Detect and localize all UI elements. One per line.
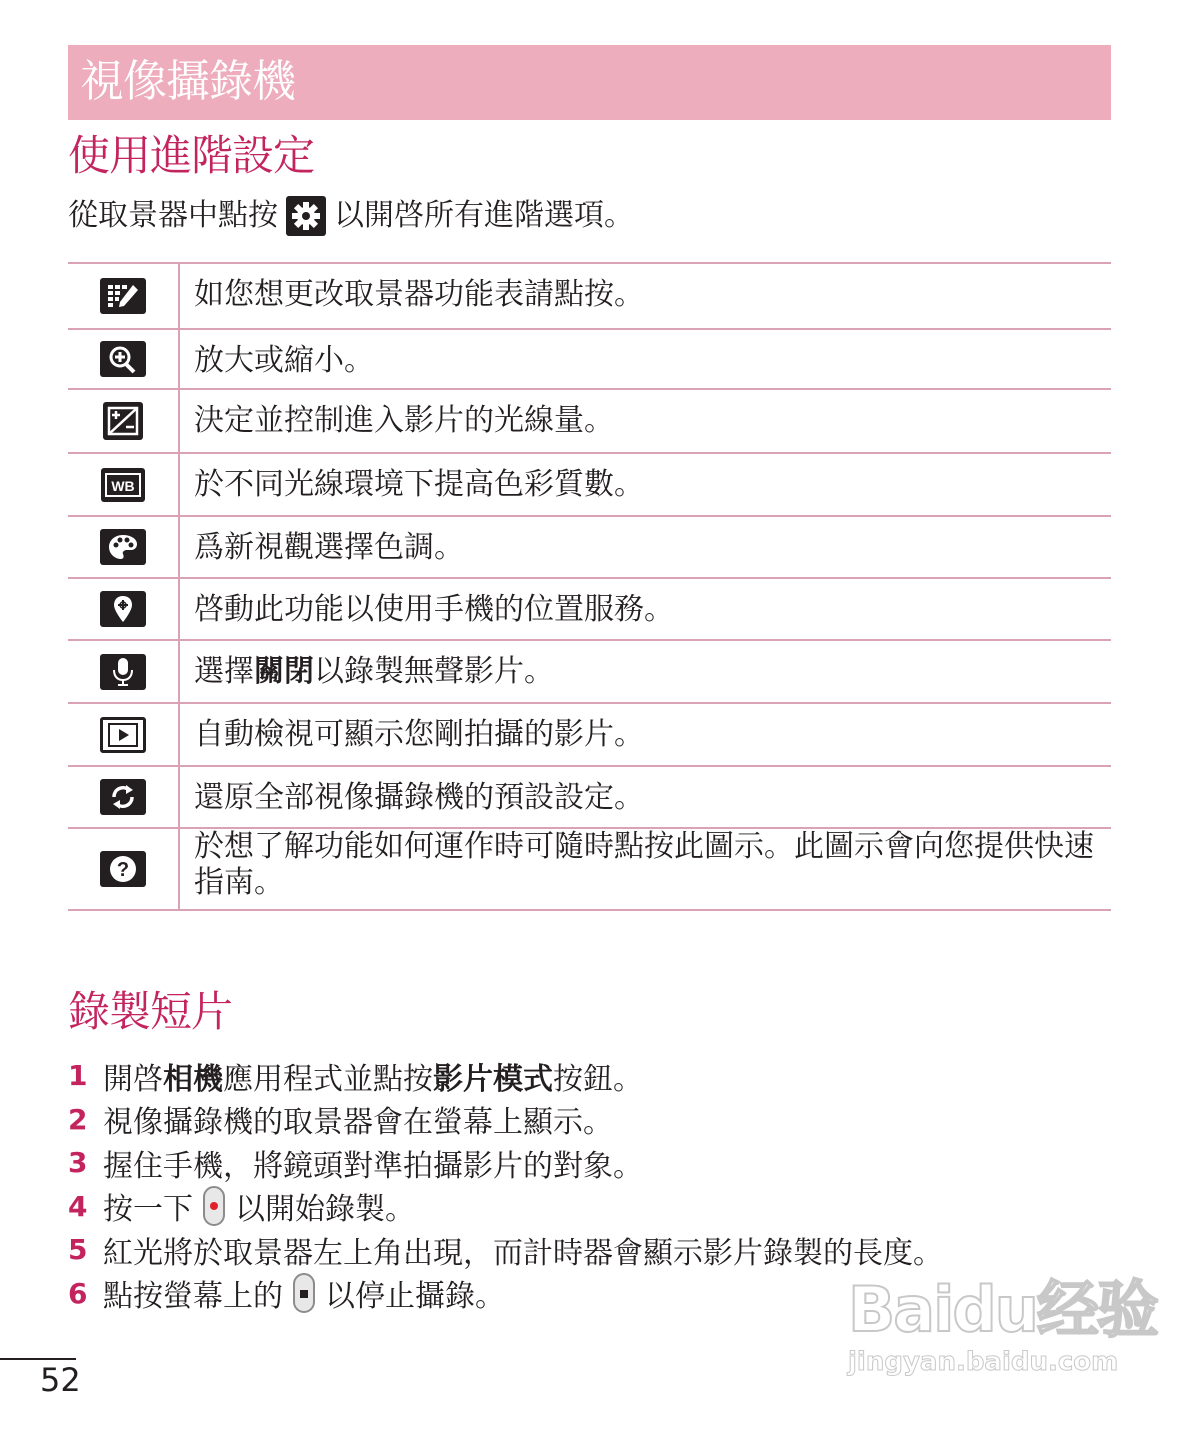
help-icon [100,851,146,887]
settings-row [68,388,1111,452]
gear-icon [286,196,326,236]
settings-icon-cell [68,390,180,452]
reset-icon [100,779,146,815]
settings-icon-cell [68,579,180,639]
section-title-advanced-settings: 使用進階設定 [68,131,315,180]
settings-text: 於不同光線環境下提高色彩質數。 [194,467,644,502]
step-text: 以停止攝錄。 [325,1279,505,1315]
svg-text:?: ? [116,859,130,881]
auto-review-icon [100,717,146,753]
zoom-icon [100,341,146,377]
intro-text-before: 從取景器中點按 [68,198,278,233]
settings-icon-cell [68,330,180,388]
step-text: 開啓 [103,1061,163,1097]
settings-table [68,262,1111,911]
step-text: 應用程式並點按 [223,1061,433,1097]
step-number: 3 [68,1146,88,1180]
baidu-watermark [830,1245,1157,1395]
svg-text:WB: WB [111,477,135,494]
chapter-banner [68,45,1111,120]
settings-text: 於想了解功能如何運作時可隨時點按此圖示。此圖示會向您提供快速指南。 [194,829,1094,900]
step-number: 2 [68,1102,88,1136]
step-text: 以開始錄製。 [235,1192,415,1228]
settings-icon-cell [68,829,180,909]
step-item [68,1054,1128,1098]
settings-text: 還原全部視像攝錄機的預設設定。 [194,780,644,815]
white-balance-icon [101,468,145,502]
color-effect-icon [100,529,146,565]
step-text: 視像攝錄機的取景器會在螢幕上顯示。 [103,1105,613,1141]
step-number: 4 [68,1189,88,1223]
watermark-brand: Baidu经验 [848,1273,1157,1346]
step-bold-camera: 相機 [163,1061,223,1097]
step-item [68,1141,1128,1185]
settings-text: 爲新視觀選擇色調。 [194,530,464,565]
stop-button-icon [293,1273,315,1313]
settings-icon-cell [68,641,180,702]
settings-icon-cell [68,517,180,577]
step-item [68,1185,1128,1229]
record-button-icon [203,1186,225,1226]
step-number: 5 [68,1233,88,1267]
settings-icon-cell [68,454,180,515]
settings-row [68,577,1111,639]
exposure-icon [103,402,143,440]
text-bold-off: 關閉 [254,654,314,689]
settings-text: 決定並控制進入影片的光線量。 [194,403,614,438]
step-item [68,1098,1128,1142]
text-before: 選擇 [194,654,254,689]
settings-row [68,639,1111,702]
step-bold-video-mode: 影片模式 [433,1061,553,1097]
settings-row [68,702,1111,765]
step-number: 1 [68,1059,88,1093]
settings-text: 放大或縮小。 [194,343,374,378]
step-text: 按一下 [103,1192,193,1228]
settings-icon-cell [68,264,180,328]
settings-icon-cell [68,704,180,765]
step-number: 6 [68,1276,88,1310]
settings-row [68,765,1111,827]
settings-row [68,262,1111,328]
text-after: 以錄製無聲影片。 [314,654,554,689]
settings-row [68,515,1111,577]
section-title-record-video: 錄製短片 [68,987,233,1036]
settings-text [194,641,1111,691]
microphone-icon [100,654,146,690]
settings-icon-cell [68,767,180,827]
step-text: 點按螢幕上的 [103,1279,283,1315]
step-text: 握住手機，將鏡頭對準拍攝影片的對象。 [103,1148,643,1184]
settings-row [68,827,1111,911]
settings-text: 如您想更改取景器功能表請點按。 [194,277,644,312]
edit-grid-icon [100,278,146,314]
settings-text: 自動檢視可顯示您剛拍攝的影片。 [194,717,644,752]
settings-text: 啓動此功能以使用手機的位置服務。 [194,592,674,627]
step-text: 紅光將於取景器左上角出現，而計時器會顯示影片錄製的長度。 [103,1235,943,1271]
settings-row [68,328,1111,388]
step-text: 按鈕。 [553,1061,643,1097]
intro-paragraph [68,194,634,238]
page-number: 52 [40,1361,81,1399]
intro-text-after: 以開啓所有進階選項。 [334,198,634,233]
chapter-title: 視像攝錄機 [80,56,295,107]
location-icon [100,591,146,627]
watermark-url: jingyan.baidu.com [848,1347,1119,1377]
settings-row [68,452,1111,515]
